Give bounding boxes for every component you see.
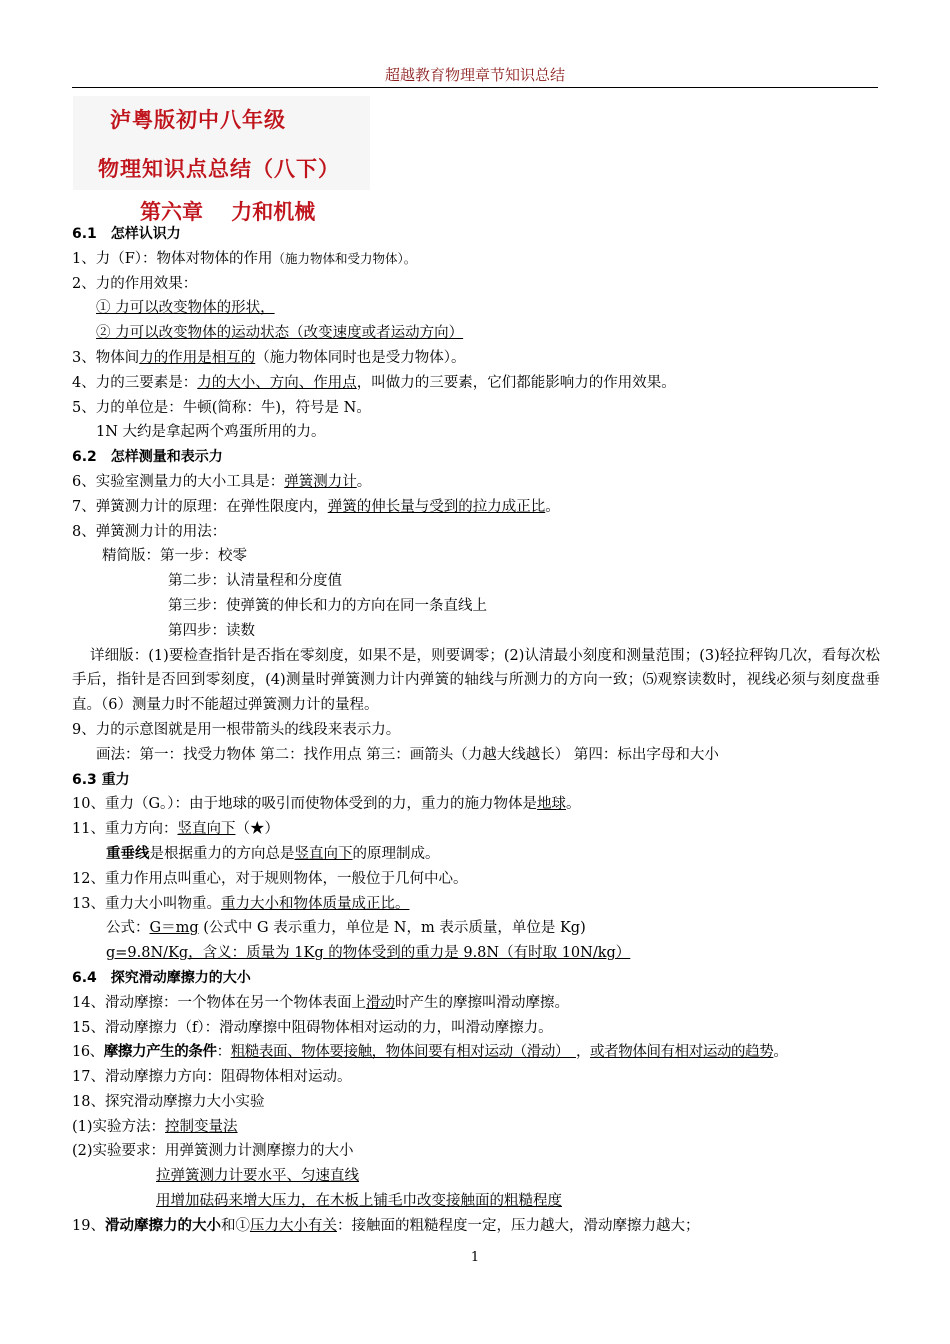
paragraph: 1N 大约是拿起两个鸡蛋所用的力。 [96, 424, 326, 441]
title-line-2: 物理知识点总结（八下） [98, 157, 340, 181]
chapter-title: 第六章 力和机械 [140, 200, 316, 224]
document-body [72, 222, 880, 1239]
paragraph: 16、摩擦力产生的条件：粗糙表面、物体要接触，物体间要有相对运动（滑动） ，或者物体间有相对运动的趋势。 [72, 1043, 788, 1061]
paragraph: 12、重力作用点叫重心，对于规则物体，一般位于几何中心。 [72, 870, 468, 887]
paragraph: 11、重力方向：竖直向下（★） [72, 821, 279, 838]
paragraph: ② 力可以改变物体的运动状态（改变速度或者运动方向） [96, 325, 464, 342]
paragraph: 8、弹簧测力计的用法： [72, 523, 227, 540]
paragraph: 精简版：第一步：校零 [102, 548, 247, 565]
paragraph: 14、滑动摩擦：一个物体在另一个物体表面上滑动时产生的摩擦叫滑动摩擦。 [72, 994, 569, 1011]
paragraph: 用增加砝码来增大压力，在木板上铺毛巾改变接触面的粗糙程度 [156, 1193, 562, 1210]
paragraph: g=9.8N/Kg，含义：质量为 1Kg 的物体受到的重力是 9.8N（有时取 10N/kg） [106, 945, 631, 962]
paragraph: 15、滑动摩擦力（f）：滑动摩擦中阻碍物体相对运动的力，叫滑动摩擦力。 [72, 1019, 553, 1036]
paragraph: 19、滑动摩擦力的大小和①压力大小有关：接触面的粗糙程度一定，压力越大，滑动摩擦力越大； [72, 1216, 700, 1234]
paragraph: 公式：G＝mg (公式中 G 表示重力，单位是 N，m 表示质量，单位是 Kg) [106, 920, 586, 937]
header-rule [72, 87, 878, 88]
paragraph: 17、滑动摩擦力方向：阻碍物体相对运动。 [72, 1069, 352, 1086]
paragraph: 重垂线是根据重力的方向总是竖直向下的原理制成。 [106, 844, 440, 862]
paragraph: 18、探究滑动摩擦力大小实验 [72, 1093, 265, 1110]
paragraph: 2、力的作用效果： [72, 275, 198, 292]
paragraph: 10、重力（G。）：由于地球的吸引而使物体受到的力，重力的施力物体是地球。 [72, 796, 581, 813]
paragraph: 3、物体间力的作用是相互的（施力物体同时也是受力物体）。 [72, 349, 466, 366]
paragraph: 画法：第一：找受力物体 第二：找作用点 第三：画箭头（力越大线越长） 第四：标出字母和大小 [96, 746, 719, 763]
section-heading: 6.1 怎样认识力 [72, 226, 181, 242]
section-heading: 6.4 探究滑动摩擦力的大小 [72, 969, 251, 986]
section-heading: 6.3 重力 [72, 771, 130, 788]
paragraph: 详细版：(1)要检查指针是否指在零刻度，如果不是，则要调零；(2)认清最小刻度和测量范围；(3)轻拉秤钩几次，看每次松手后，指针是否回到零刻度，(4)测量时弹簧测力计内弹簧的轴线与所测力的方向一致；⑸观察读数时，视线必须与刻度盘垂直。（6）测量力时不能超过弹簧测力计的量程。 [72, 647, 880, 714]
paragraph: 第三步：使弹簧的伸长和力的方向在同一条直线上 [168, 597, 487, 614]
title-line-1: 泸粤版初中八年级 [110, 108, 286, 132]
page-header: 超越教育物理章节知识总结 [384, 66, 565, 84]
section-heading: 6.2 怎样测量和表示力 [72, 449, 223, 466]
paragraph: ① 力可以改变物体的形状， [96, 300, 275, 317]
paragraph: (1)实验方法：控制变量法 [72, 1118, 238, 1135]
paragraph: 5、力的单位是：牛顿(简称：牛)，符号是 N。 [72, 399, 371, 416]
paragraph: 第四步：读数 [168, 622, 255, 639]
paragraph: 13、重力大小叫物重。重力大小和物体质量成正比。 [72, 895, 410, 912]
paragraph: 第二步：认清量程和分度值 [168, 573, 342, 590]
paragraph: (2)实验要求：用弹簧测力计测摩擦力的大小 [72, 1143, 354, 1160]
page-number: 1 [470, 1250, 480, 1265]
paragraph: 6、实验室测量力的大小工具是：弹簧测力计。 [72, 473, 372, 490]
paragraph: 7、弹簧测力计的原理：在弹性限度内，弹簧的伸长量与受到的拉力成正比。 [72, 498, 560, 515]
paragraph: 9、力的示意图就是用一根带箭头的线段来表示力。 [72, 721, 401, 738]
paragraph: 拉弹簧测力计要水平、匀速直线 [156, 1168, 359, 1185]
paragraph: 4、力的三要素是：力的大小、方向、作用点，叫做力的三要素，它们都能影响力的作用效果。 [72, 374, 676, 391]
paragraph: 1、力（F）：物体对物体的作用（施力物体和受力物体）。 [72, 250, 417, 267]
